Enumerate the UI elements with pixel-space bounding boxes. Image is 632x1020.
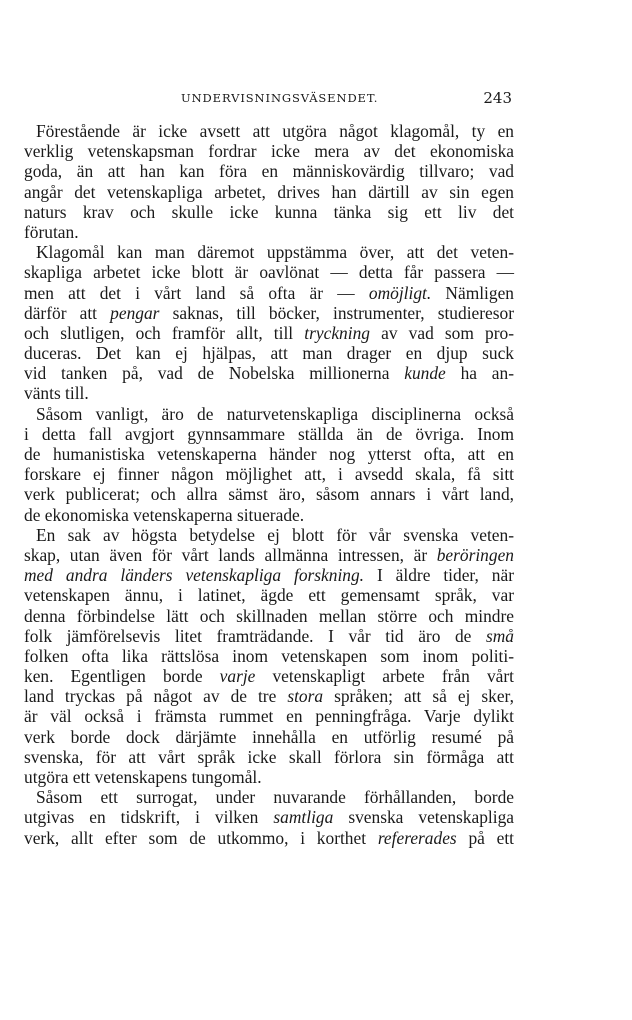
text-line	[24, 323, 514, 343]
emphasized-text: kunde	[404, 363, 446, 384]
text-segment: Nämligen	[431, 282, 514, 303]
text-line	[24, 807, 514, 827]
text-line: goda, än att han kan föra en människovärdig tillvaro; vad	[24, 161, 514, 182]
text-line: folken ofta lika rättslösa inom vetenskapen som inom politi-	[24, 645, 514, 666]
text-segment: ha an-	[445, 363, 514, 384]
text-line: duceras. Det kan ej hjälpas, att man drager en djup suck	[24, 343, 514, 364]
text-line: Såsom vanligt, äro de naturvetenskapliga disciplinerna också	[36, 403, 514, 424]
text-segment: vid tanken på, vad de Nobelska millionerna	[24, 363, 405, 384]
text-line: denna förbindelse lätt och skillnaden mellan större och mindre	[24, 605, 514, 626]
text-line: verk borde dock därjämte innehålla en utförlig resumé på	[24, 726, 514, 747]
text-line	[24, 565, 514, 585]
emphasized-text: omöjligt.	[368, 282, 432, 303]
text-segment: skap, utan även för vårt lands allmänna intressen, är	[24, 544, 437, 565]
text-segment: vetenskapligt arbete från vårt	[255, 666, 514, 687]
text-segment: verk, allt efter som de utkommo, i korthet	[24, 827, 378, 848]
text-line: naturs krav och skulle icke kunna tänka sig ett liv det	[24, 201, 514, 222]
text-segment: ken. Egentligen borde	[24, 666, 220, 687]
text-line: i detta fall avgjort gynnsammare ställda än de övriga. Inom	[24, 423, 514, 444]
page-header	[24, 91, 514, 111]
text-line	[24, 283, 514, 303]
text-line: är väl också i främsta rummet en penningfråga. Varje dylikt	[24, 706, 514, 727]
text-line	[24, 686, 514, 706]
text-line	[24, 626, 514, 646]
body-text	[24, 121, 514, 848]
text-line: verklig vetenskapsman fordrar icke mera av det ekonomiska	[24, 141, 514, 162]
emphasized-text: små	[485, 625, 514, 646]
text-segment: och slutligen, och framför allt, till	[24, 322, 305, 343]
text-line	[24, 303, 514, 323]
text-line: svenska, för att vårt språk icke skall förlora sin förmåga att	[24, 746, 514, 767]
text-line: de ekonomiska vetenskaperna situerade.	[24, 504, 305, 525]
text-segment: på ett	[456, 827, 514, 848]
text-line: de humanistiska vetenskaperna händer nog ytterst ofta, att en	[24, 444, 514, 464]
text-line: forskare ej finner någon möjlighet att, i avsedd skala, få sitt	[24, 464, 514, 485]
text-line: Förestående är icke avsett att utgöra något klagomål, ty en	[36, 121, 514, 141]
text-line: vetenskapen ännu, i latinet, ägde ett gemensamt språk, var	[24, 585, 514, 606]
emphasized-text: tryckning	[304, 322, 370, 343]
text-line: verk publicerat; och allra sämst äro, såsom annars i vårt land,	[24, 484, 514, 505]
text-line: Klagomål kan man däremot uppstämma över, att det veten-	[36, 242, 514, 263]
running-title: UNDERVISNINGSVÄSENDET.	[181, 91, 379, 105]
emphasized-text: beröringen	[436, 544, 514, 565]
page-number: 243	[483, 89, 512, 107]
emphasized-text: varje	[219, 666, 256, 687]
emphasized-text: med andra länders vetenskapliga forskning.	[24, 565, 365, 586]
text-line: vänts till.	[24, 383, 89, 404]
text-segment: men att det i vårt land så ofta är —	[24, 282, 369, 303]
text-segment: svenska vetenskapliga	[333, 807, 514, 828]
text-line	[24, 666, 514, 686]
emphasized-text: stora	[287, 686, 324, 707]
emphasized-text: samtliga	[273, 807, 334, 828]
text-line	[24, 545, 514, 565]
text-segment: land tryckas på något av de tre	[24, 686, 288, 707]
text-line: En sak av högsta betydelse ej blott för vår svenska veten-	[36, 524, 514, 545]
text-segment: saknas, till böcker, instrumenter, studieresor	[159, 302, 515, 323]
emphasized-text: refererades	[377, 827, 457, 848]
text-line: förutan.	[24, 221, 79, 242]
text-line	[24, 828, 514, 848]
emphasized-text: pengar	[110, 302, 160, 323]
text-segment: därför att	[24, 302, 111, 323]
text-segment: språken; att så ej sker,	[323, 686, 514, 707]
text-segment: folk jämförelsevis litet framträdande. I vår tid äro de	[24, 625, 486, 646]
text-segment: av vad som pro-	[369, 322, 514, 343]
text-line: Såsom ett surrogat, under nuvarande förhållanden, borde	[36, 787, 514, 808]
text-line: utgöra ett vetenskapens tungomål.	[24, 767, 262, 787]
text-segment: utgivas en tidskrift, i vilken	[24, 807, 274, 828]
text-line: angår det vetenskapliga arbetet, drives han därtill av sin egen	[24, 181, 514, 202]
text-line: skapliga arbetet icke blott är oavlönat — detta får passera —	[24, 262, 514, 283]
text-segment: I äldre tider, när	[364, 565, 514, 586]
text-line	[24, 363, 514, 383]
